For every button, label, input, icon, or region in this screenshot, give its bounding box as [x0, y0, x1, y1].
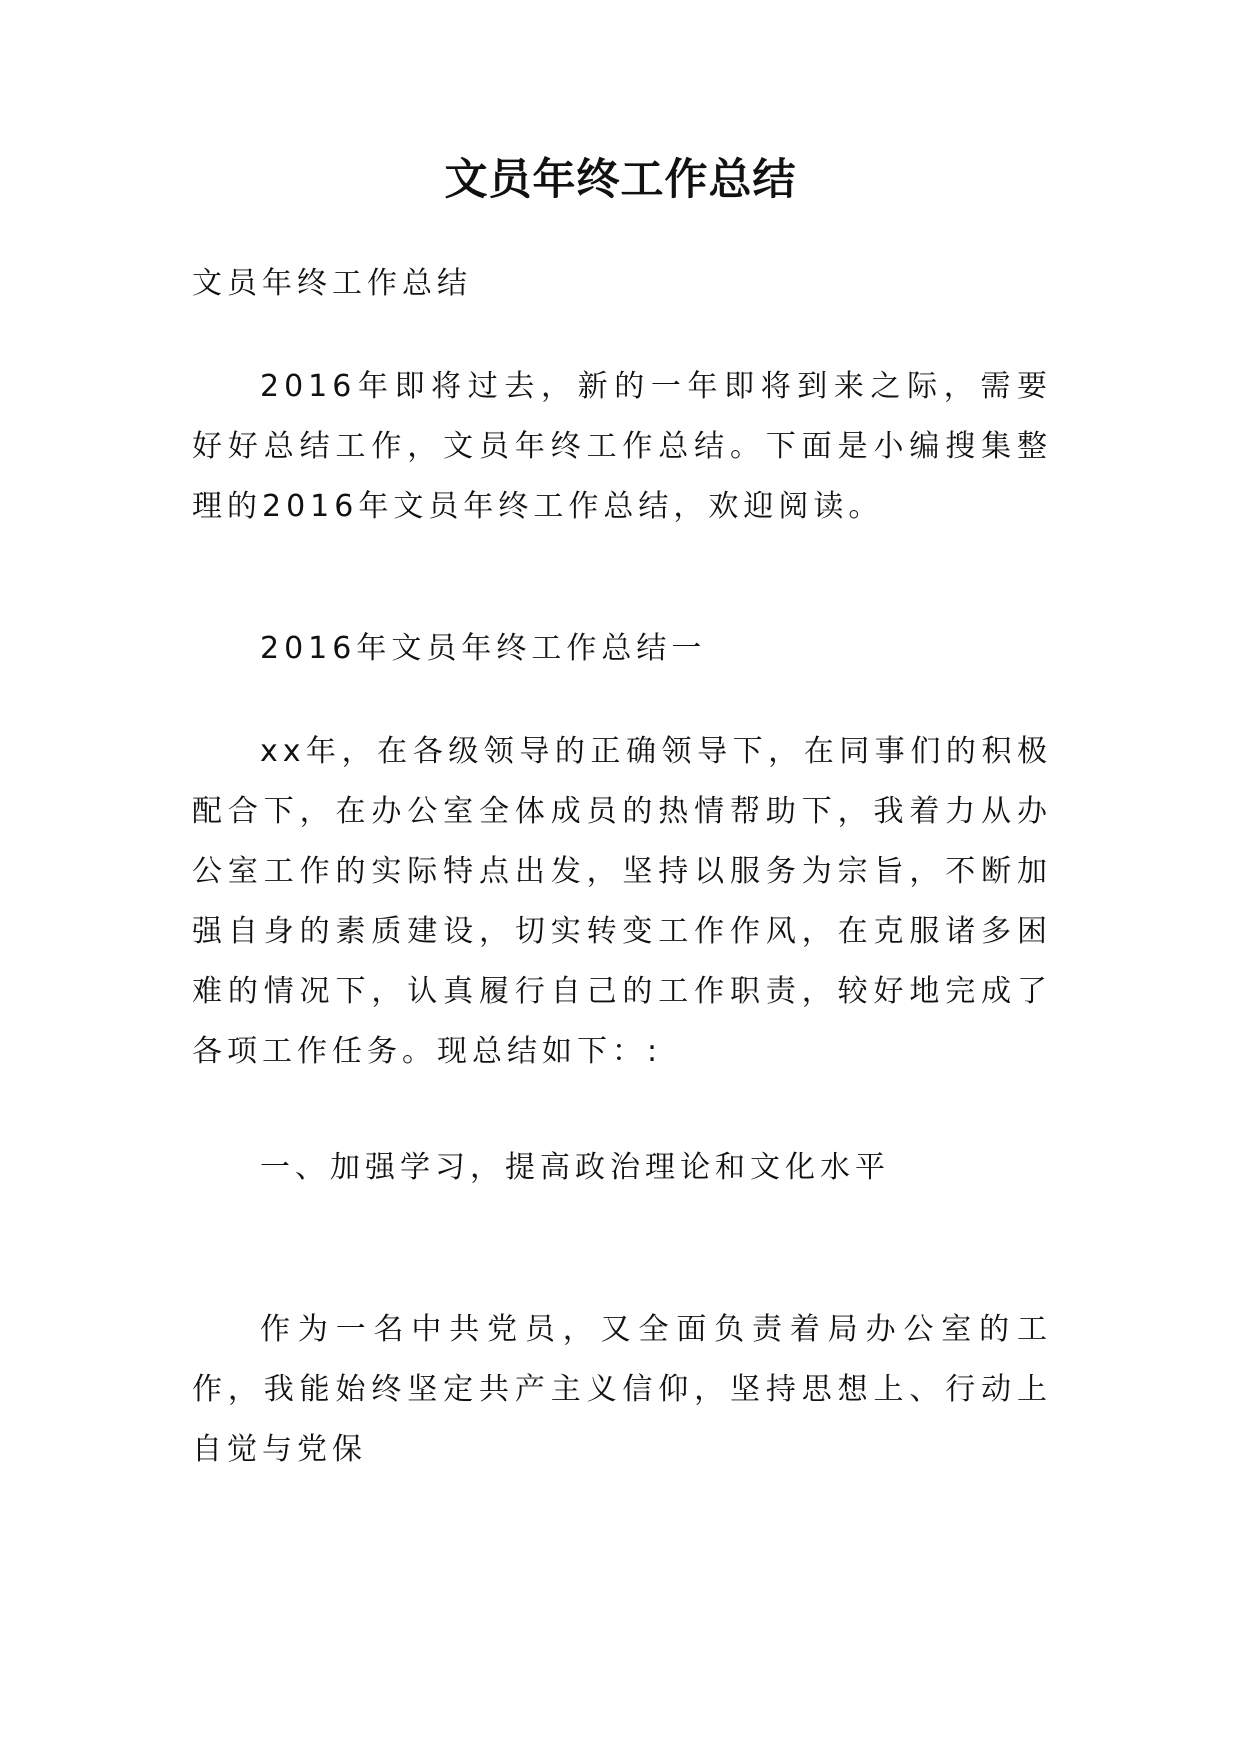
document-subtitle: 文员年终工作总结 — [192, 266, 472, 301]
intro-paragraph: 2016年即将过去，新的一年即将到来之际，需要好好总结工作，文员年终工作总结。下面是小编搜集整理的2016年文员年终工作总结，欢迎阅读。 — [192, 369, 1052, 524]
point-heading-1: 一、加强学习，提高政治理论和文化水平 — [260, 1150, 890, 1185]
body-paragraph-2: 作为一名中共党员，又全面负责着局办公室的工作，我能始终坚定共产主义信仰，坚持思想上、行动上自觉与党保 — [192, 1312, 1052, 1467]
body-paragraph-1: xx年，在各级领导的正确领导下，在同事们的积极配合下，在办公室全体成员的热情帮助下，我着力从办公室工作的实际特点出发，坚持以服务为宗旨，不断加强自身的素质建设，切实转变工作作风，在克服诸多困难的情况下，认真履行自己的工作职责，较好地完成了各项工作任务。现总结如下：: — [192, 734, 1052, 1069]
section-heading: 2016年文员年终工作总结一 — [260, 631, 707, 666]
document-title: 文员年终工作总结 — [444, 155, 797, 205]
